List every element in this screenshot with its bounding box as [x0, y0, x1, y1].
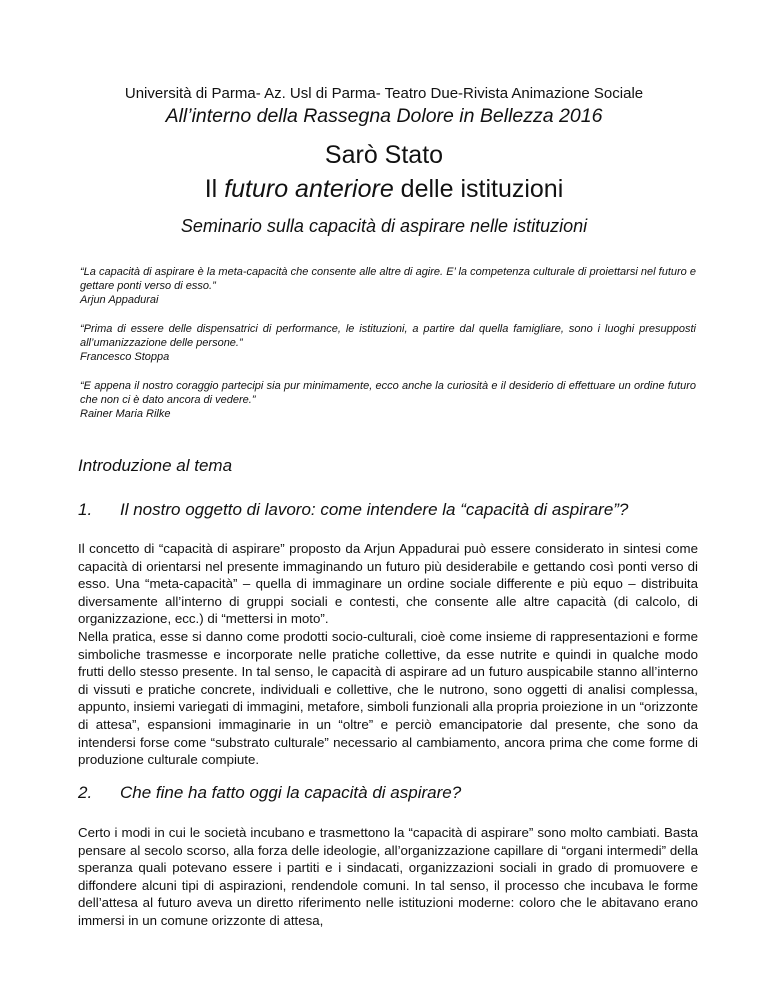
- document-title: Sarò Stato: [324, 141, 444, 169]
- quote-text: “E appena il nostro coraggio partecipi sia pur minimamente, ecco anche la curiosità e il desiderio di effettuare un ordine futuro che non ci è dato ancora di vedere.”: [80, 380, 696, 406]
- section-2-body: [78, 824, 698, 930]
- quote-author: Francesco Stoppa: [80, 351, 170, 363]
- header-institutions: Università di Parma- Az. Usl di Parma- Teatro Due-Rivista Animazione Sociale: [124, 85, 644, 102]
- quote-text: “Prima di essere delle dispensatrici di performance, le istituzioni, a partire dal quella famigliare, sono i luoghi presupposti all’umanizzazione delle persone.”: [80, 323, 696, 349]
- intro-heading: Introduzione al tema: [78, 456, 233, 475]
- seminar-title: Seminario sulla capacità di aspirare nelle istituzioni: [180, 216, 588, 236]
- quote-author: Rainer Maria Rilke: [80, 408, 171, 420]
- quote-author: Arjun Appadurai: [80, 294, 159, 306]
- section-1-body: [78, 540, 698, 769]
- quote-text: “La capacità di aspirare è la meta-capacità che consente alle altre di agire. E’ la competenza culturale di proiettarsi nel futuro e gettare ponti verso di esso.”: [80, 266, 696, 292]
- section-title: Che fine ha fatto oggi la capacità di aspirare?: [120, 783, 462, 802]
- subtitle-suffix: delle istituzioni: [393, 175, 564, 203]
- section-number: 1.: [78, 500, 93, 519]
- paragraph: Il concetto di “capacità di aspirare” proposto da Arjun Appadurai può essere considerato in sintesi come capacità di orientarsi nel presente immaginando un futuro più desiderabile e gettando così ponti verso di esso. Una “meta-capacità” – quella di immaginare un ordine sociale differente e più equo – distribuita diversamente all’interno di gruppi sociali e contesti, che consente alle altre capacità (di calcolo, di organizzazione, ecc.) di “mettersi in moto”.: [78, 541, 698, 627]
- paragraph: Certo i modi in cui le società incubano e trasmettono la “capacità di aspirare” sono molto cambiati. Basta pensare al secolo scorso, alla forza delle ideologie, all’organizzazione capillare di “organi intermedi” della speranza quali potevano essere i partiti e i sindacati, organizzazioni sociali in grado di promuovere e diffondere alcuni tipi di aspirazioni, rendendole comuni. In tal senso, il processo che incubava le forme dell’attesa al futuro aveva un diretto riferimento nelle istituzioni moderne: coloro che le abitavano erano immersi in un comune orizzonte di attesa,: [78, 825, 698, 928]
- section-number: 2.: [78, 783, 93, 802]
- paragraph: Nella pratica, esse si danno come prodotti socio-culturali, cioè come insieme di rappresentazioni e forme simboliche trasmesse e incorporate nelle pratiche collettive, da esse nutrite e quindi in qualche modo frutti dello stesso presente. In tal senso, le capacità di aspirare ad un futuro auspicabile stanno all’interno di vissuti e pratiche concrete, individuali e collettive, che le nutrono, sono oggetti di analisi complessa, appunto, insiemi variegati di immagini, metafore, simboli funzionali alla propria proiezione in un “orizzonte di attesa”, espansioni immaginarie in un “oltre” e perciò emancipatorie dal presente, che sono da intendersi forse come “substrato culturale” necessario al cambiamento, ancora prima che come forme di produzione culturale compiute.: [78, 628, 698, 768]
- header-event: All’interno della Rassegna Dolore in Bellezza 2016: [165, 105, 603, 127]
- subtitle-prefix: Il: [204, 175, 225, 203]
- document-subtitle: [0, 174, 768, 204]
- quote-3: [80, 379, 696, 421]
- quote-2: [80, 322, 696, 364]
- quote-1: [80, 265, 696, 307]
- section-title: Il nostro oggetto di lavoro: come intendere la “capacità di aspirare”?: [120, 500, 629, 519]
- subtitle-italic: futuro anteriore: [224, 175, 394, 203]
